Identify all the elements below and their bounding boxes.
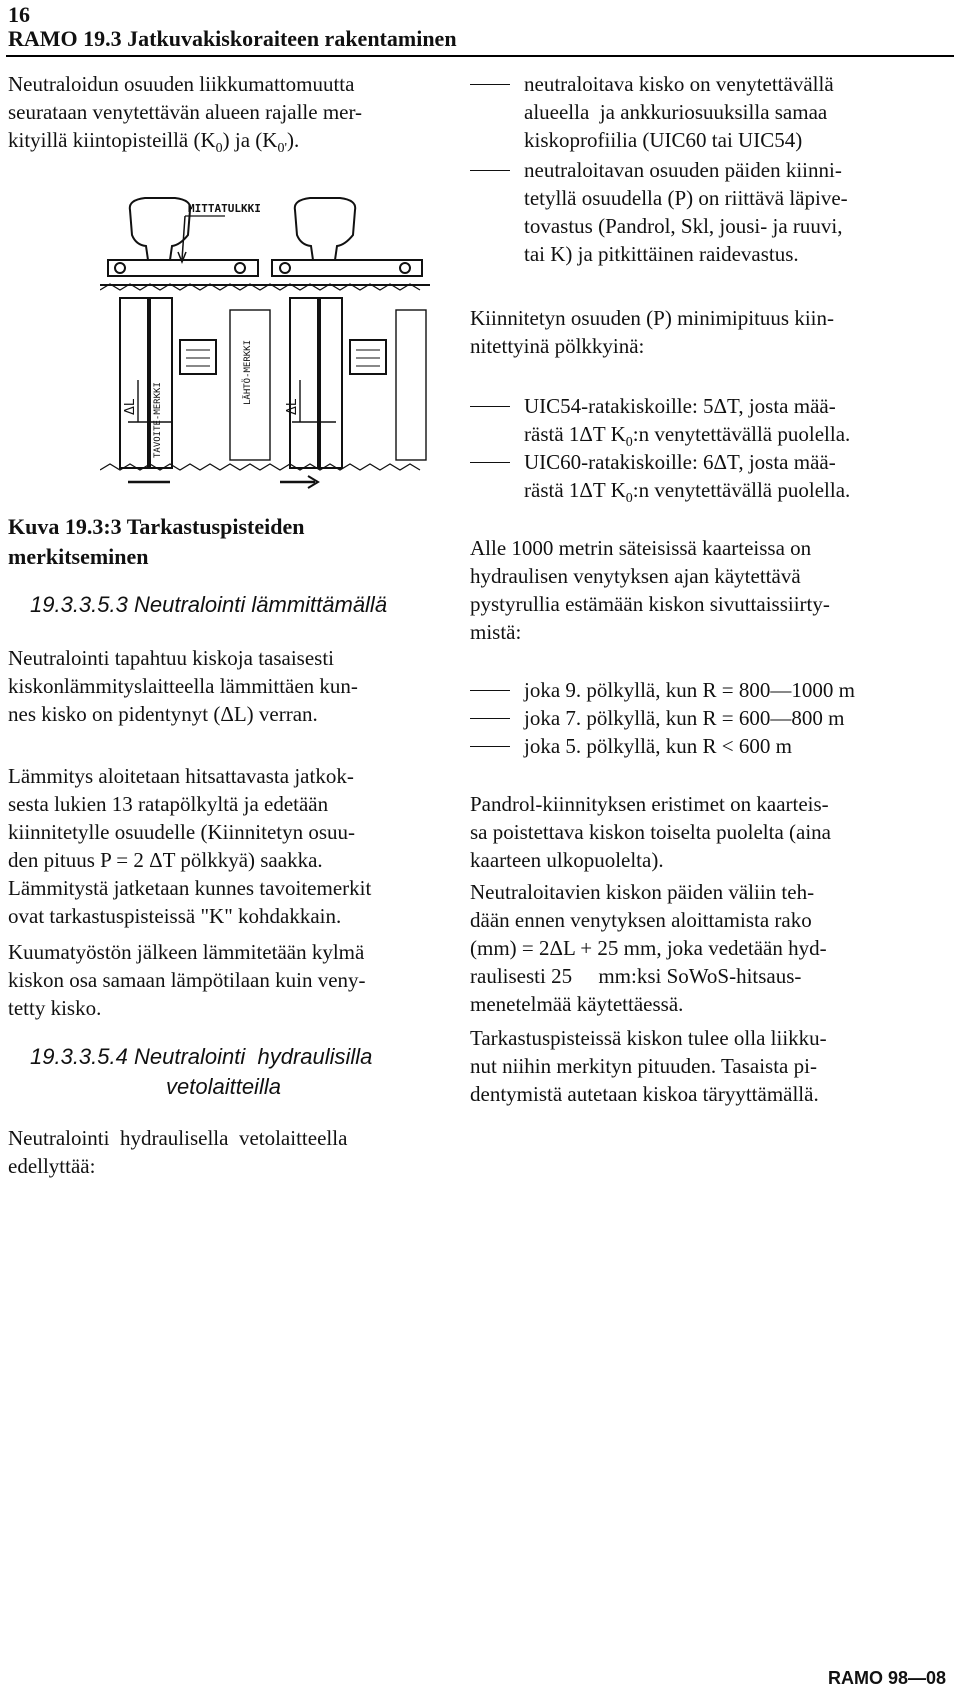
paragraph-checkpoints: Tarkastuspisteissä kiskon tulee olla liikku- nut niihin merkityn pituuden. Tasaista pi- dentymistä autetaan kiskoa täryyttämällä. (470, 1026, 827, 1106)
paragraph-curves: Alle 1000 metrin säteisissä kaarteissa on hydraulisen venytyksen ajan käytettävä pystyrullia estämään kiskon sivuttaissiirty- mistä: (470, 536, 830, 644)
figure-label-tavoitemerkki: TAVOITE-MERKKI (153, 382, 163, 458)
paragraph-gap: Neutraloitavien kiskon päiden väliin teh- dään ennen venytyksen aloittamista rako (mm) = 2ΔL + 25 mm, joka vedetään hyd- raulisesti 25 mm:ksi SoWoS-hitsaus- menetelmää käytettäessä. (470, 880, 827, 1016)
figure-label-delta-l-2: ΔL (285, 398, 300, 415)
bullet-same-profile: neutraloitava kisko on venytettävällä alueella ja ankkuriosuuksilla samaa kiskoprofiilia (UIC60 tai UIC54) (470, 70, 954, 154)
footer-code: RAMO 98—08 (827, 1668, 946, 1688)
bullet-every-9th: joka 9. pölkyllä, kun R = 800—1000 m (470, 676, 954, 704)
bullet-uic54: UIC54-ratakiskoille: 5ΔT, josta mää- rästä 1ΔT $K_0:n$ venytettävällä puolella. (470, 392, 954, 457)
bullet-fastening-resistance: neutraloitavan osuuden päiden kiinni- tetyllä osuudella (P) on riittävä läpive- tovastus (Pandrol, Skl, jousi- ja ruuvi, tai K) ja pitkittäinen raidevastus. (470, 156, 954, 268)
bullet-every-7th: joka 7. pölkyllä, kun R = 600—800 m (470, 704, 954, 732)
rail-marking-figure (100, 190, 430, 490)
paragraph-hydraulic: Neutralointi hydraulisella vetolaitteella edellyttää: (8, 1126, 348, 1178)
intro-paragraph: Neutraloidun osuuden liikkumattomuutta seurataan venytettävän alueen rajalle mer- kityillä kiintopisteillä $(K_0)$ ja $(K_{0'})$. (8, 72, 363, 157)
paragraph-min-length: Kiinnitetyn osuuden (P) minimipituus kiin- nitettyinä pölkkyinä: (470, 306, 834, 358)
paragraph-heating: Neutralointi tapahtuu kiskoja tasaisesti kiskonlämmityslaitteella lämmittäen kun- nes kisko on pidentynyt (ΔL) verran. (8, 646, 358, 726)
running-title: RAMO 19.3 Jatkuvakiskoraiteen rakentaminen (8, 26, 457, 51)
section-heading-19-3-3-5-3: 19.3.3.5.3 Neutralointi lämmittämällä (30, 592, 388, 617)
figure-label-lahtomerkki: LÄHTÖ-MERKKI (243, 339, 253, 405)
header-rule (6, 55, 954, 57)
paragraph-pandrol: Pandrol-kiinnityksen eristimet on kaarteis- sa poistettava kiskon toiselta puolelta (aina kaarteen ulkopuolelta). (470, 792, 831, 872)
rail-profile-right (295, 198, 355, 260)
rail-profile-left (130, 198, 190, 260)
figure-caption: Kuva 19.3:3 Tarkastuspisteiden merkitseminen (8, 514, 305, 569)
figure-label-delta-l-1: ΔL (123, 398, 138, 415)
figure-label-mittatulkki: MITTATULKKI (188, 202, 261, 215)
bullet-every-5th: joka 5. pölkyllä, kun R < 600 m (470, 732, 954, 760)
paragraph-heating-start: Lämmitys aloitetaan hitsattavasta jatkok- sesta lukien 13 ratapölkyltä ja edetään kiinnitetylle osuudelle (Kiinnitetyn osuu- den pituus P = 2 ΔT pölkkyä) saakka. Lämmitystä jatketaan kunnes tavoitemerkit ovat tarkastuspisteissä "K" kohdakkain. (8, 764, 372, 928)
bullet-uic60: UIC60-ratakiskoille: 6ΔT, josta mää- rästä 1ΔT $K_0:n$ venytettävällä puolella. (470, 448, 954, 513)
page-number: 16 (8, 2, 30, 27)
paragraph-after-hot-work: Kuumatyöstön jälkeen lämmitetään kylmä kiskon osa samaan lämpötilaan kuin veny- tetty kisko. (8, 940, 366, 1020)
section-heading-19-3-3-5-4: 19.3.3.5.4 Neutralointi hydraulisilla vetolaitteilla (30, 1044, 373, 1099)
